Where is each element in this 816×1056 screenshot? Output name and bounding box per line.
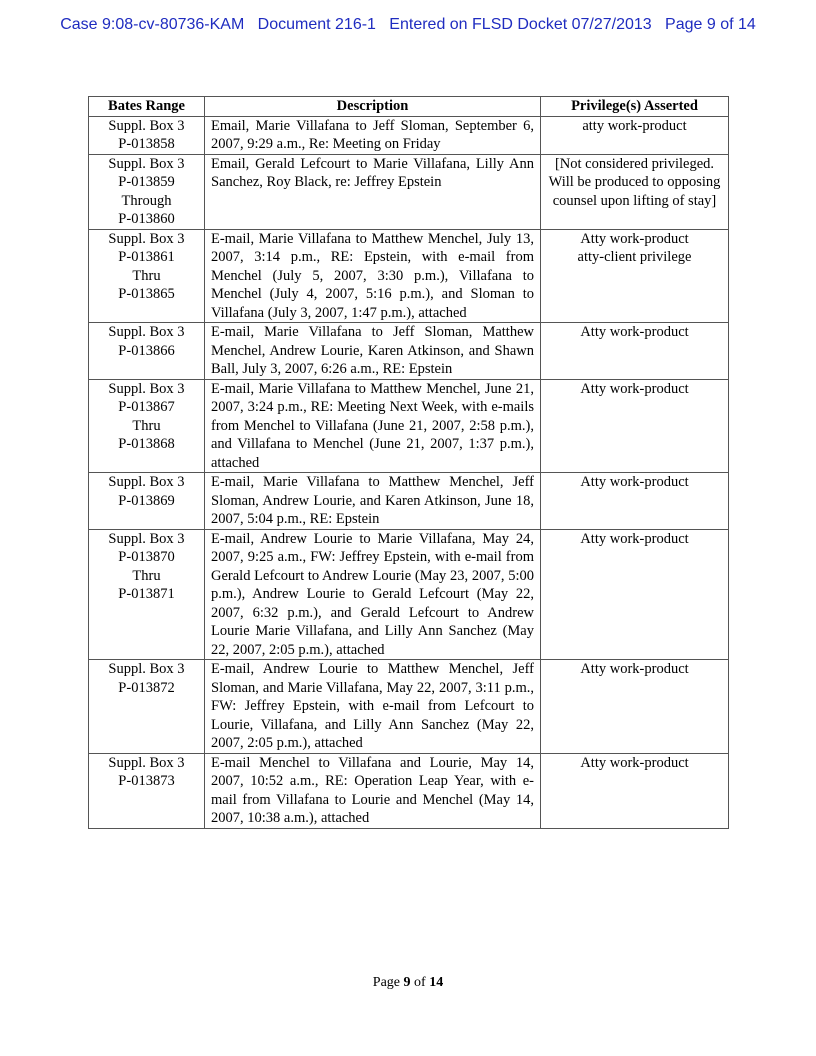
bates-range-line: P-013872 [118,679,175,696]
description-cell: E-mail, Marie Villafana to Matthew Menchel, June 21, 2007, 3:24 p.m., RE: Meeting Next Week, with e-mails from Menchel to Villafana (June 21, 2007, 2:58 p.m.), and Villafana to Menchel (June 21, 2007, 1:37 p.m.), attached [205,379,541,473]
footer-total-pages: 14 [429,975,444,990]
bates-range-line: P-013870 [118,549,175,565]
bates-range-line: Suppl. Box 3 [108,324,185,340]
bates-range-cell [89,753,205,828]
table-row [89,116,729,154]
bates-range-line: Thru [132,417,161,434]
privilege-line: [Not considered privileged. Will be produced to opposing counsel upon lifting of stay] [548,155,721,209]
table-row [89,660,729,754]
privilege-cell [541,229,729,323]
table-header-row [89,97,729,117]
bates-range-line: Suppl. Box 3 [108,117,185,134]
docket-header [0,16,816,34]
footer-page-label: Page [372,975,401,990]
bates-range-line: Suppl. Box 3 [108,230,185,247]
bates-range-line: P-013858 [118,136,175,152]
privilege-line: Atty work-product [580,380,689,397]
footer-current-page: 9 [403,975,411,990]
table-row [89,323,729,380]
bates-range-line: Thru [132,267,161,284]
privilege-cell [541,473,729,530]
bates-range-line: Suppl. Box 3 [108,661,185,677]
bates-range-cell [89,529,205,660]
table-row [89,473,729,530]
bates-range-line: P-013868 [118,436,175,452]
bates-range-cell [89,473,205,530]
privilege-cell [541,323,729,380]
description-cell: E-mail, Andrew Lourie to Marie Villafana, May 24, 2007, 9:25 a.m., FW: Jeffrey Epstein, with e-mail from Gerald Lefcourt to Andrew Lourie (May 23, 2007, 5:00 p.m.), Andrew Lourie to Gerald Lefcourt (May 22, 2007, 6:32 p.m.), and Gerald Lefcourt to Andrew Lourie Marie Villafana, and Lilly Ann Sanchez (May 22, 2007, 2:05 p.m.), attached [205,529,541,660]
bates-range-cell [89,379,205,473]
description-cell: E-mail Menchel to Villafana and Lourie, May 14, 2007, 10:52 a.m., RE: Operation Leap Year, with e-mail from Villafana to Lourie and Menchel (May 14, 2007, 10:38 a.m.), attached [205,753,541,828]
footer-of-label: of [414,975,426,990]
bates-range-line: P-013865 [118,286,175,302]
privilege-line: Atty work-product [580,324,689,340]
bates-range-cell [89,660,205,754]
column-header-privilege: Privilege(s) Asserted [541,97,729,117]
privilege-line: atty-client privilege [577,249,692,265]
table-body [89,116,729,828]
bates-range-line: P-013861 [118,249,175,265]
description-cell: E-mail, Marie Villafana to Matthew Menchel, July 13, 2007, 3:14 p.m., RE: Epstein, with e-mail from Menchel (July 5, 2007, 3:30 p.m.), Villafana to Menchel (July 4, 2007, 5:16 p.m.), and Sloman to Villafana (July 3, 2007, 1:47 p.m.), attached [205,229,541,323]
privilege-cell [541,660,729,754]
description-cell: Email, Gerald Lefcourt to Marie Villafana, Lilly Ann Sanchez, Roy Black, re: Jeffrey Epstein [205,154,541,229]
privilege-line: Atty work-product [580,230,689,247]
privilege-line: atty work-product [582,117,687,134]
bates-range-line: P-013871 [118,586,175,602]
privilege-cell [541,753,729,828]
privilege-line: Atty work-product [580,530,689,547]
page-footer [0,975,816,991]
bates-range-line: P-013859 [118,174,175,190]
bates-range-cell [89,154,205,229]
header-document-number: Document 216-1 [257,16,376,33]
header-case-number: Case 9:08-cv-80736-KAM [60,16,245,33]
privilege-cell [541,529,729,660]
privilege-cell [541,154,729,229]
privilege-cell [541,379,729,473]
bates-range-line: Suppl. Box 3 [108,754,185,771]
header-page: Page 9 of 14 [665,16,756,33]
bates-range-line: Suppl. Box 3 [108,155,185,172]
bates-range-line: P-013867 [118,399,175,415]
bates-range-line: Suppl. Box 3 [108,474,185,490]
bates-range-cell [89,323,205,380]
bates-range-line: Suppl. Box 3 [108,530,185,547]
table-row [89,529,729,660]
description-cell: E-mail, Marie Villafana to Matthew Menchel, Jeff Sloman, Andrew Lourie, and Karen Atkinson, June 18, 2007, 5:04 p.m., RE: Epstein [205,473,541,530]
privilege-log-table [88,96,729,829]
privilege-line: Atty work-product [580,661,689,677]
privilege-line: Atty work-product [580,754,689,771]
description-cell: Email, Marie Villafana to Jeff Sloman, September 6, 2007, 9:29 a.m., Re: Meeting on Friday [205,116,541,154]
bates-range-line: Suppl. Box 3 [108,380,185,397]
description-cell: E-mail, Marie Villafana to Jeff Sloman, Matthew Menchel, Andrew Lourie, Karen Atkinson, and Shawn Ball, July 3, 2007, 6:26 a.m., RE: Epstein [205,323,541,380]
bates-range-line: P-013866 [118,342,175,359]
bates-range-line: Through [121,192,172,209]
table-row [89,154,729,229]
bates-range-cell [89,229,205,323]
table-row [89,229,729,323]
bates-range-cell [89,116,205,154]
bates-range-line: P-013869 [118,492,175,509]
bates-range-line: Thru [132,567,161,584]
header-entered: Entered on FLSD Docket 07/27/2013 [389,16,652,33]
table-row [89,753,729,828]
table-row [89,379,729,473]
bates-range-line: P-013873 [118,773,175,789]
bates-range-line: P-013860 [118,211,175,227]
privilege-cell [541,116,729,154]
column-header-description: Description [205,97,541,117]
column-header-bates-range: Bates Range [89,97,205,117]
description-cell: E-mail, Andrew Lourie to Matthew Menchel, Jeff Sloman, and Marie Villafana, May 22, 2007, 3:11 p.m., FW: Jeffrey Epstein, with e-mail from Lefcourt to Lourie, Villafana, and Lilly Ann Sanchez (May 22, 2007, 2:05 p.m.), attached [205,660,541,754]
privilege-line: Atty work-product [580,474,689,490]
